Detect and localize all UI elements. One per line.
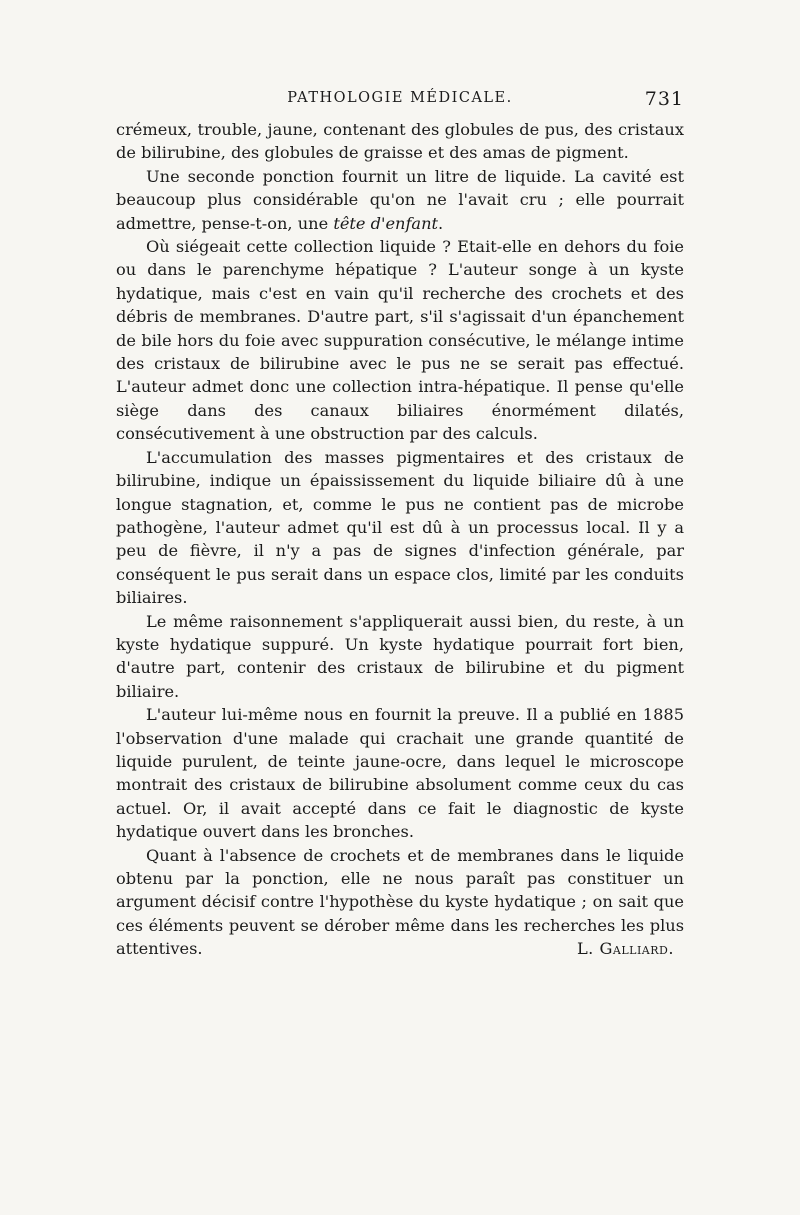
paragraph-text-end: .	[438, 213, 444, 233]
running-title: PATHOLOGIE MÉDICALE.	[287, 90, 513, 106]
paragraph-continuation: crémeux, trouble, jaune, contenant des globules de pus, des cristaux de bilirubine, des globules de graisse et des amas de pigment.	[116, 120, 684, 163]
paragraph-author-proof: L'auteur lui-même nous en fournit la preuve. Il a publié en 1885 l'observation d'une malade qui crachait une grande quantité de liquide purulent, de teinte jaune-ocre, dans lequel le microscope montrait des cristaux de bilirubine absolument comme ceux du cas actuel. Or, il avait accepté dans ce fait le diagnostic de kyste hydatique ouvert dans les bronches.	[116, 705, 684, 842]
paragraph-conclusion	[116, 844, 684, 961]
paragraph-text: Une seconde ponction fournit un litre de liquide. La cavité est beaucoup plus considérable qu'on ne l'avait cru ; elle pourrait admettre, pense-t-on, une	[116, 166, 684, 233]
paragraph-pigment-accumulation: L'accumulation des masses pigmentaires et des cristaux de bilirubine, indique un épaississement du liquide biliaire dû à une longue stagnation, et, comme le pus ne contient pas de microbe pathogène, l'auteur admet qu'il est dû à un processus local. Il y a peu de fièvre, il n'y a pas de signes d'infection générale, par conséquent le pus serait dans un espace clos, limité par les conduits biliaires.	[116, 447, 684, 608]
page-number: 731	[644, 88, 684, 110]
paragraph-same-reasoning: Le même raisonnement s'appliquerait aussi bien, du reste, à un kyste hydatique suppuré. Un kyste hydatique pourrait fort bien, d'autre part, contenir des cristaux de bilirubine et du pigment biliaire.	[116, 611, 684, 701]
paragraph-second-puncture	[116, 165, 684, 235]
paragraph-text: Quant à l'absence de crochets et de membranes dans le liquide obtenu par la ponction, elle ne nous paraît pas constituer un argument décisif contre l'hypothèse du kyste hydatique ; on sait que ces éléments peuvent se dérober même dans les recherches les plus attentives.	[116, 845, 684, 959]
emphasis-text: tête d'enfant	[333, 213, 439, 233]
article-body	[116, 118, 684, 961]
paragraph-location-question: Où siégeait cette collection liquide ? Etait-elle en dehors du foie ou dans le parenchyme hépatique ? L'auteur songe à un kyste hydatique, mais c'est en vain qu'il recherche des crochets et des débris de membranes. D'autre part, s'il s'agissait d'un épanchement de bile hors du foie avec suppuration consécutive, le mélange intime des cristaux de bilirubine avec le pus ne se serait pas effectué. L'auteur admet donc une collection intra-hépatique. Il pense qu'elle siège dans des canaux biliaires énormément dilatés, consécutivement à une obstruction par des calculs.	[116, 237, 684, 444]
author-signature: L. Galliard.	[576, 939, 674, 959]
page-header	[116, 88, 684, 114]
